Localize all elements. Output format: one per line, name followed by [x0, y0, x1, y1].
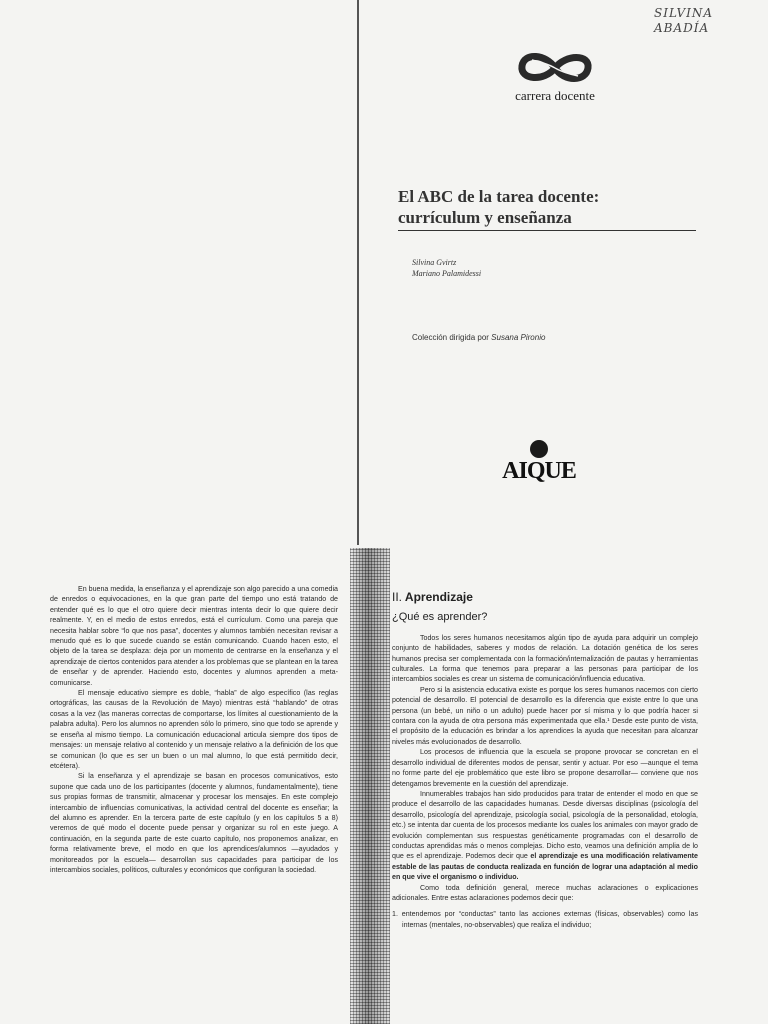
collection-credit: Colección dirigida por Susana Pironio [412, 333, 546, 342]
author-list [412, 257, 481, 279]
title-rule [398, 230, 696, 231]
infinity-logo-icon [516, 50, 594, 86]
paragraph: Los procesos de influencia que la escuela se propone provocar se concretan en el desarrollo individual de diferentes modos de pensar, sentir y actuar. Por eso —aunque el tema no forme parte del eje problemático que este libro se propone desarrollar— conviene que nos detengamos brevemente en la cuestión del aprendizaje. [392, 748, 698, 788]
right-page-text [392, 592, 698, 930]
publisher-logo [494, 440, 584, 485]
chapter-heading: II. Aprendizaje [392, 590, 473, 604]
definition-bold: el aprendizaje es una modificación relativamente estable de las pautas de conducta realizada en función de lograr una adaptación al medio en que vive el organismo o individuo. [392, 852, 698, 882]
handwritten-signature: SILVINA ABADÍA [654, 6, 714, 35]
list-item: 1. entendemos por “conductas” tanto las acciones externas (físicas, observables) como las internas (mentales, no-observables) que realiza el individuo; [392, 910, 698, 929]
author-name: Mariano Palamidessi [412, 269, 482, 278]
series-logo [500, 50, 610, 104]
page-gutter [357, 0, 359, 545]
book-title: El ABC de la tarea docente: currículum y enseñanza [398, 187, 600, 227]
author-name: Silvina Gvirtz [412, 258, 457, 267]
paragraph: Si la enseñanza y el aprendizaje se basan en procesos comunicativos, esto supone que cada uno de los participantes (docente y alumnos, fundamentalmente), tiene sus propias formas de transmitir, almacenar y procesar los mensajes. En este complejo intercambio de influencias comunicativas, la actividad central del docente es enseñar; la del alumno es aprender. En la tercera parte de este capítulo (y en los capítulos 5 a 8) veremos de qué modo el docente puede pensar y organizar su rol en este juego. A continuación, en la segunda parte de este cuarto capítulo, nos proponemos analizar, en forma relativamente breve, el modo en que los aprendices/alumnos —ayudados y monitoreados por la escuela— desarrollan sus capacidades para participar de los intercambios sociales, políticos, culturales y económicos que configuran la sociedad. [50, 772, 338, 874]
publisher-name: AIQUE [502, 458, 576, 484]
paragraph: Pero si la asistencia educativa existe es porque los seres humanos nacemos con cierto potencial de desarrollo. El potencial de desarrollo es la diferencia que existe entre lo que una persona (un bebé, un niño o un adulto) puede hacer por sí misma y lo que podría hacer si contara con la ayuda de otra persona más experimentada que ella.¹ Desde este punto de vista, el propósito de la educación es brindar a los aprendices la ayuda que necesitan para alcanzar niveles más evolucionados de desarrollo. [392, 685, 698, 746]
paragraph: Innumerables trabajos han sido producidos para tratar de entender el modo en que se produce el desarrollo de las capacidades humanas. Desde diversas disciplinas (psicología del desarrollo, psicología del aprendizaje, psicología social, psicología de la personalidad, etología, etc.) se intenta dar cuenta de los procesos mediante los cuales los animales con mayor grado de evolución complementan sus respuestas genéticamente programadas con el desarrollo de conductas aprendidas más o menos complejas. Dicho esto, veamos una definición amplia de lo que es el aprendizaje. Podemos decir que el aprendizaje es una modificación relativamente estable de las pautas de conducta realizada en función de lograr una adaptación al medio en que vive el organismo o individuo. [392, 789, 698, 882]
paragraph: El mensaje educativo siempre es doble, “habla” de algo específico (las reglas ortográficas, las causas de la Revolución de Mayo) mientras está “hablando” de otras cosas a la vez (las maneras correctas de comportarse, los límites al cuestionamiento de la palabra adulta). Pero los alumnos no aprenden sólo lo primero, sino que todo se aprende y se enseña al mismo tiempo. La comunicación educacional articula siempre dos tipos de mensajes: un mensaje relativo al contenido y un mensaje relativo a la definición de los que se comunican (lo que es ser un buen o un mal alumno, lo que está permitido decir, etcétera). [50, 689, 338, 770]
book-spine-shadow [350, 548, 390, 1024]
publisher-dot-icon [530, 440, 548, 458]
section-heading: ¿Qué es aprender? [392, 611, 488, 624]
paragraph: Como toda definición general, merece muchas aclaraciones o explicaciones adicionales. Entre estas aclaraciones podemos decir que: [392, 883, 698, 902]
left-page-text [50, 584, 338, 875]
paragraph: Todos los seres humanos necesitamos algún tipo de ayuda para adquirir un complejo conjunto de habilidades, saberes y modos de relación. La dotación genética de los seres humanos precisa ser complementada con la formación/internalización de pautas y herramientas culturales. La forma que tenemos para preparar a las personas para participar de los intercambios sociales es crear un sistema de comunicación/influencia educativa. [392, 633, 698, 684]
paragraph: En buena medida, la enseñanza y el aprendizaje son algo parecido a una comedia de enredos o equivocaciones, en la que gran parte del tiempo uno está tratando de entender qué es lo que el otro quiere decir mientras intenta decir lo que quiere decir realmente. Y, en el medio de estos enredos, está el currículum. Como una pareja que necesita hablar sobre “lo que nos pasa”, docentes y alumnos también necesitan revisar a menudo qué es lo que sucede cuando se están comunicando. Cuando hacen esto, el objeto de la tarea se desplaza: deja por un momento de centrarse en la enseñanza y el aprendizaje de ciertos contenidos para atender a los problemas que se plantean en la tarea de enseñar y de aprender. Haciendo esto, docentes y alumnos aprenden a meta-comunicarse. [50, 585, 338, 687]
series-name: carrera docente [515, 88, 595, 103]
